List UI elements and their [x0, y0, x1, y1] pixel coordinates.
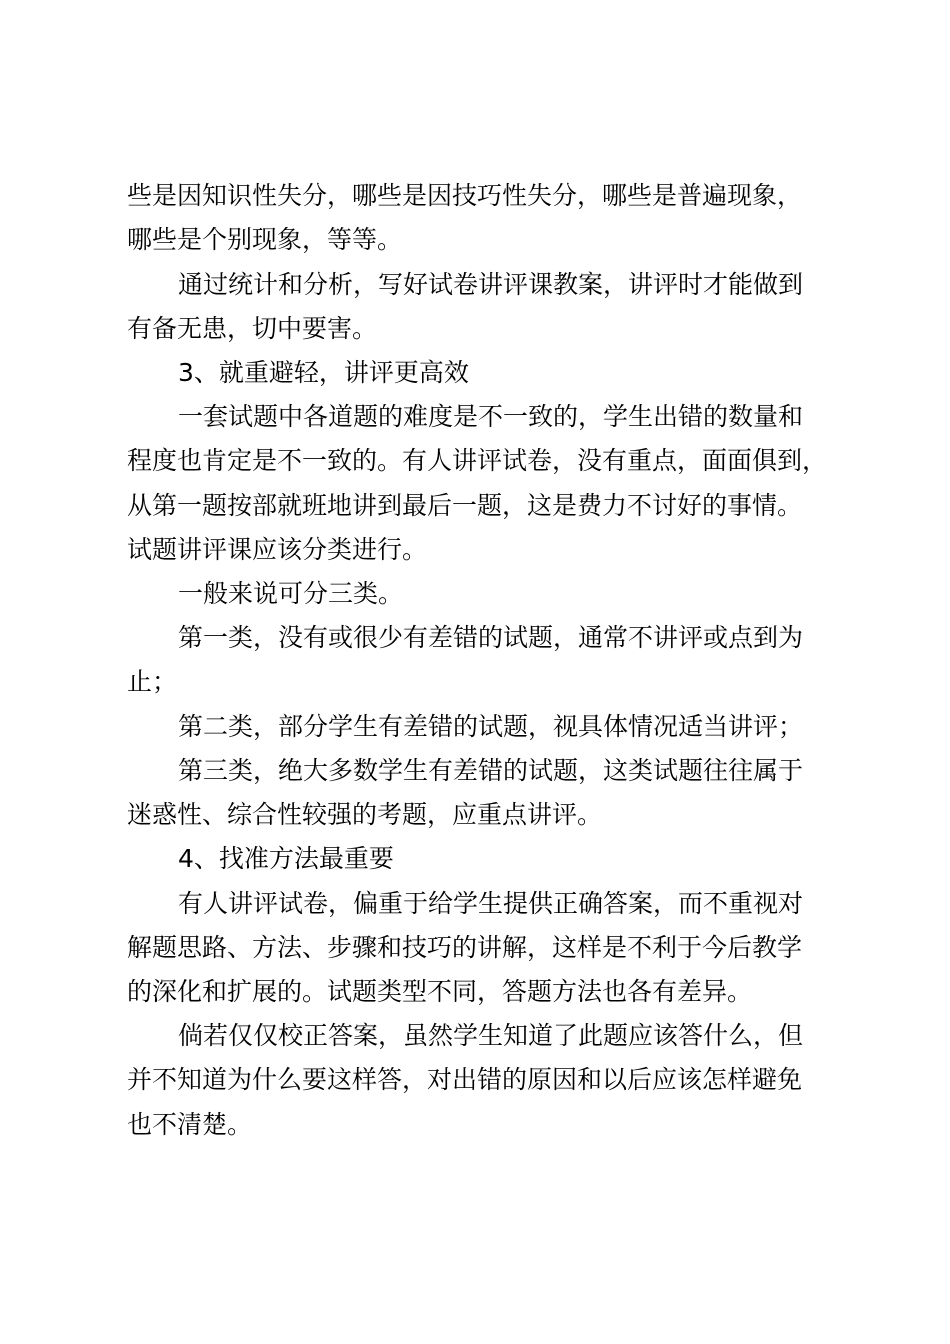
text-line: 些是因知识性失分，哪些是因技巧性失分，哪些是普遍现象，	[127, 181, 803, 210]
text-line: 哪些是个别现象，等等。	[127, 225, 403, 254]
text-line: 从第一题按部就班地讲到最后一题，这是费力不讨好的事情。	[127, 491, 803, 520]
text-line: 有备无患，切中要害。	[127, 314, 378, 343]
text-line: 试题讲评课应该分类进行。	[127, 535, 428, 564]
section-heading: 4、找准方法最重要	[178, 844, 394, 873]
text-line: 迷惑性、综合性较强的考题，应重点讲评。	[127, 800, 603, 829]
text-line: 倘若仅仅校正答案，虽然学生知道了此题应该答什么，但	[178, 1021, 804, 1050]
section-heading: 3、就重避轻，讲评更高效	[178, 358, 469, 387]
text-line: 解题思路、方法、步骤和技巧的讲解，这样是不利于今后教学	[127, 933, 803, 962]
text-line: 并不知道为什么要这样答，对出错的原因和以后应该怎样避免	[127, 1065, 803, 1094]
text-line: 一般来说可分三类。	[178, 579, 404, 608]
text-line: 通过统计和分析，写好试卷讲评课教案，讲评时才能做到	[178, 270, 804, 299]
text-line: 的深化和扩展的。试题类型不同，答题方法也各有差异。	[127, 977, 753, 1006]
text-line: 一套试题中各道题的难度是不一致的，学生出错的数量和	[178, 402, 804, 431]
text-line: 程度也肯定是不一致的。有人讲评试卷，没有重点，面面俱到，	[127, 446, 828, 475]
text-line: 第一类，没有或很少有差错的试题，通常不讲评或点到为	[178, 623, 804, 652]
text-line: 第三类，绝大多数学生有差错的试题，这类试题往往属于	[178, 756, 804, 785]
text-line: 有人讲评试卷，偏重于给学生提供正确答案，而不重视对	[178, 889, 804, 918]
text-line: 也不清楚。	[127, 1110, 253, 1139]
text-line: 止；	[127, 667, 178, 696]
text-line: 第二类，部分学生有差错的试题，视具体情况适当讲评；	[178, 712, 804, 741]
